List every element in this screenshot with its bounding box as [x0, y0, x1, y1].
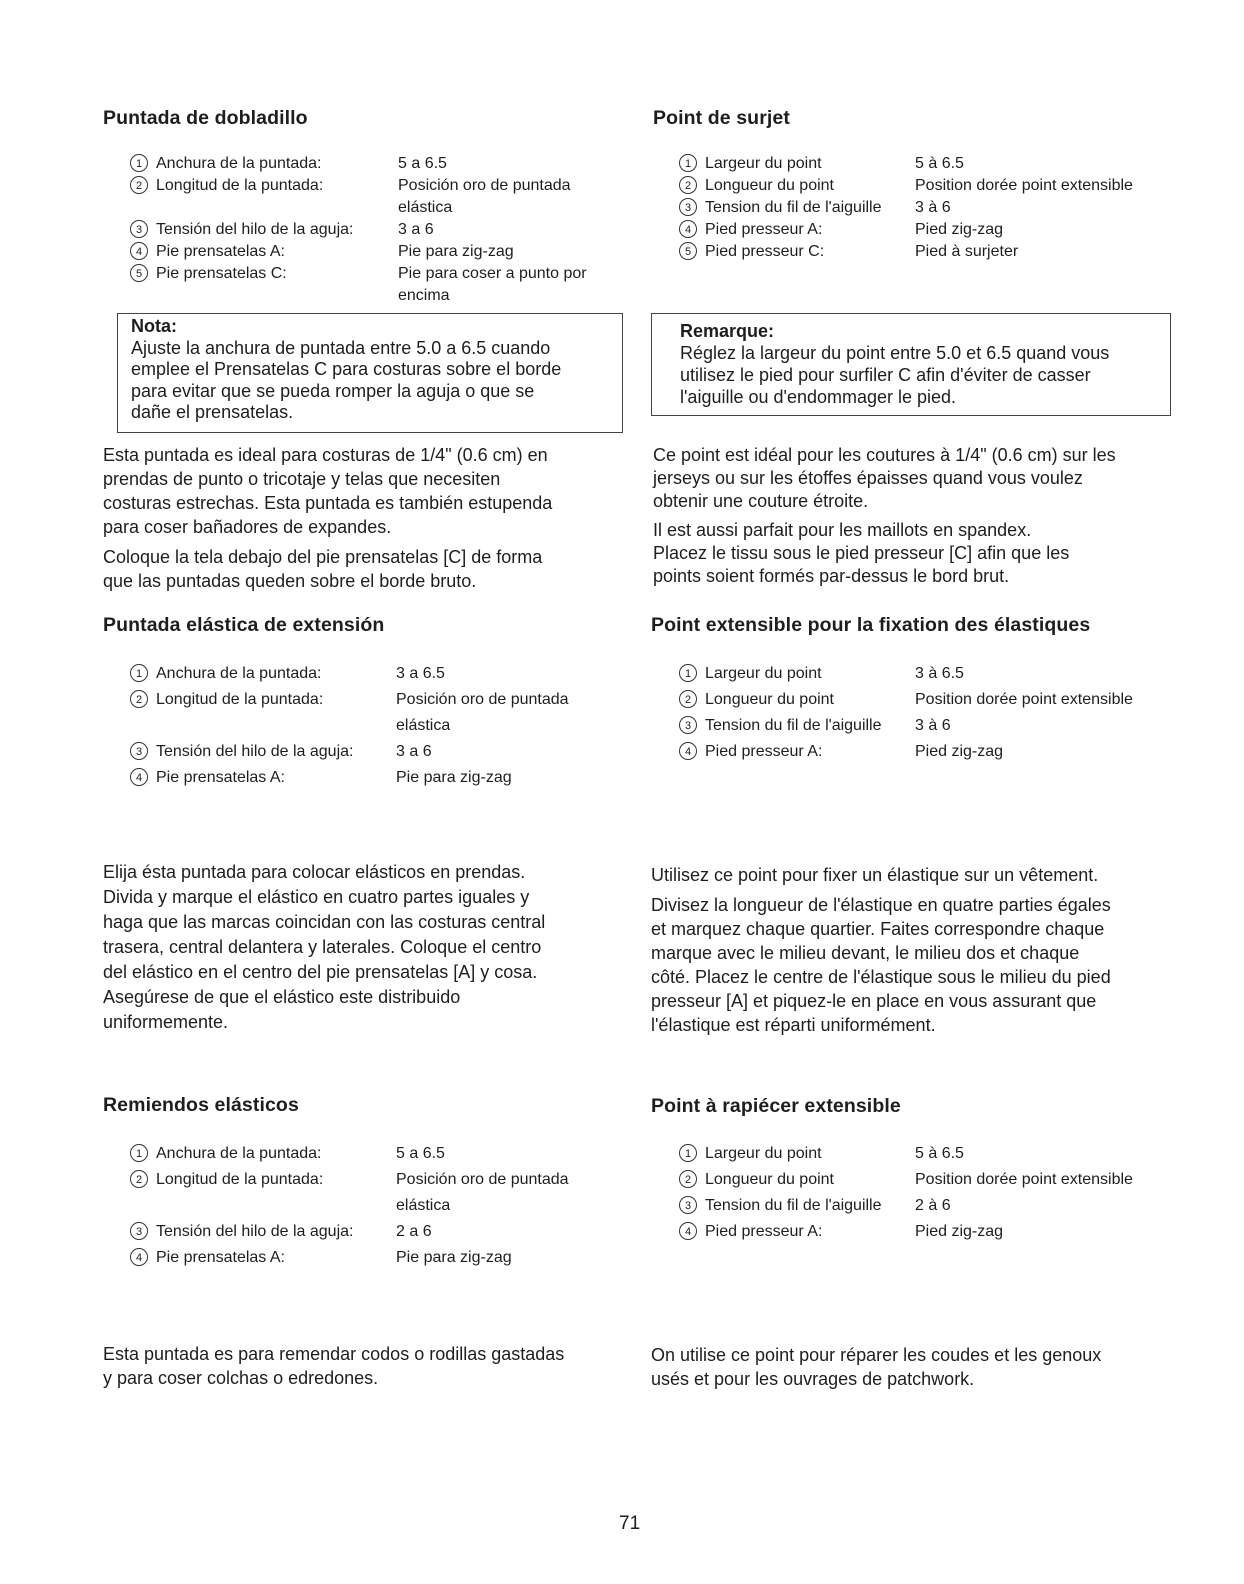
note-line: dañe el prensatelas.: [131, 402, 294, 422]
paragraph-line: points soient formés par-dessus le bord brut.: [653, 566, 1010, 586]
note-line: l'aiguille ou d'endommager le pied.: [680, 387, 957, 407]
setting-label: Tensión del hilo de la aguja:: [156, 743, 354, 760]
circled-number-icon: 5: [679, 242, 697, 260]
settings-list: [130, 661, 569, 791]
setting-label: Longitud de la puntada:: [156, 691, 324, 708]
setting-value-line: Position dorée point extensible: [915, 691, 1133, 708]
paragraph: [651, 1343, 1101, 1391]
paragraph: [103, 443, 552, 539]
settings-row: [130, 765, 512, 791]
section-heading: Puntada de dobladillo: [103, 107, 308, 129]
setting-value: [915, 713, 951, 739]
circled-number-icon: 2: [679, 176, 697, 194]
paragraph-line: Ce point est idéal pour les coutures à 1/4" (0.6 cm) sur les: [653, 445, 1116, 465]
note-box: [651, 313, 1171, 416]
circled-number-icon: 5: [130, 264, 148, 282]
paragraph-line: obtenir une couture étroite.: [653, 491, 869, 511]
setting-value-line: elástica: [396, 717, 451, 734]
paragraph: [653, 519, 1116, 588]
circled-number-icon: 1: [130, 664, 148, 682]
circled-number-icon: 1: [130, 154, 148, 172]
circled-number-icon: 3: [679, 716, 697, 734]
paragraph-line: prendas de punto o tricotaje y telas que necesiten: [103, 469, 501, 489]
section-heading: Point à rapiécer extensible: [651, 1095, 901, 1117]
setting-value-line: 2 à 6: [915, 1197, 951, 1214]
setting-value-line: Position dorée point extensible: [915, 1171, 1133, 1188]
paragraph-line: Esta puntada es para remendar codos o rodillas gastadas: [103, 1344, 565, 1364]
setting-value: [396, 1141, 445, 1167]
setting-value-line: 5 a 6.5: [396, 1145, 445, 1162]
note-box: [117, 313, 623, 433]
circled-number-icon: 1: [679, 154, 697, 172]
note-line: Réglez la largeur du point entre 5.0 et 6.5 quand vous: [680, 343, 1110, 363]
setting-value-line: Pie para coser a punto por: [398, 265, 587, 282]
paragraph-line: Coloque la tela debajo del pie prensatelas [C] de forma: [103, 547, 543, 567]
paragraph-line: del elástico en el centro del pie prensatelas [A] y cosa.: [103, 962, 538, 982]
setting-label: Anchura de la puntada:: [156, 1145, 322, 1162]
section-heading: Point de surjet: [653, 107, 790, 129]
description: [103, 860, 545, 1035]
setting-value-line: 3 a 6.5: [396, 665, 445, 682]
page-number: 71: [619, 1513, 641, 1534]
setting-value: [396, 1219, 432, 1245]
setting-value: [396, 1167, 569, 1219]
settings-row: [679, 241, 1019, 263]
circled-number-icon: 2: [130, 176, 148, 194]
description: [103, 1342, 564, 1390]
note-line: Ajuste la anchura de puntada entre 5.0 a 6.5 cuando: [131, 337, 551, 358]
circled-number-icon: 2: [679, 690, 697, 708]
setting-label: Tension du fil de l'aiguille: [705, 199, 882, 216]
setting-value: [398, 263, 587, 307]
note-line: para evitar que se pueda romper la aguja o que se: [131, 380, 535, 401]
setting-value: [915, 739, 1003, 765]
setting-value-line: 3 a 6: [396, 743, 432, 760]
circled-number-icon: 3: [130, 220, 148, 238]
setting-value: [915, 1167, 1133, 1193]
settings-row: [679, 1193, 951, 1219]
setting-value: [398, 175, 571, 219]
setting-label: Largeur du point: [705, 1145, 822, 1162]
setting-label: Tension du fil de l'aiguille: [705, 1197, 882, 1214]
setting-value: [915, 1219, 1003, 1245]
settings-row: [679, 661, 964, 687]
setting-value: [915, 241, 1018, 263]
paragraph-line: para coser bañadores de expandes.: [103, 517, 392, 537]
setting-label: Anchura de la puntada:: [156, 665, 322, 682]
setting-label: Pied presseur C:: [705, 243, 825, 260]
setting-value-line: Posición oro de puntada: [398, 177, 571, 194]
settings-row: [679, 219, 1004, 241]
settings-row: [679, 197, 951, 219]
paragraph-line: Divida y marque el elástico en cuatro partes iguales y: [103, 887, 530, 907]
setting-label: Tensión del hilo de la aguja:: [156, 1223, 354, 1240]
note-title: Remarque:: [680, 321, 775, 341]
setting-label: Longueur du point: [705, 691, 834, 708]
paragraph-line: Elija ésta puntada para colocar elásticos en prendas.: [103, 862, 526, 882]
settings-row: [679, 175, 1133, 197]
setting-label: Longitud de la puntada:: [156, 1171, 324, 1188]
settings-row: [130, 263, 587, 307]
paragraph-line: Esta puntada es ideal para costuras de 1/4" (0.6 cm) en: [103, 445, 548, 465]
settings-list: [130, 153, 587, 307]
paragraph-line: haga que las marcas coincidan con las costuras central: [103, 912, 546, 932]
settings-row: [679, 1141, 964, 1167]
setting-value: [396, 1245, 512, 1271]
circled-number-icon: 1: [130, 1144, 148, 1162]
settings-row: [130, 687, 569, 739]
paragraph: [103, 545, 552, 593]
settings-row: [130, 1245, 512, 1271]
setting-label: Pie prensatelas A:: [156, 1249, 285, 1266]
setting-value: [398, 153, 447, 175]
settings-row: [679, 1167, 1133, 1193]
setting-value: [915, 687, 1133, 713]
paragraph: [653, 444, 1116, 513]
setting-value: [915, 153, 964, 175]
setting-value-line: 3 à 6: [915, 199, 951, 216]
setting-value-line: encima: [398, 287, 450, 304]
setting-label: Pie prensatelas C:: [156, 265, 287, 282]
setting-value-line: Pied zig-zag: [915, 221, 1004, 238]
setting-label: Pied presseur A:: [705, 743, 823, 760]
settings-list: [679, 661, 1133, 765]
circled-number-icon: 3: [679, 1196, 697, 1214]
paragraph-line: Asegúrese de que el elástico este distribuido: [103, 987, 461, 1007]
description: [651, 863, 1111, 1037]
setting-value-line: 5 à 6.5: [915, 1145, 964, 1162]
setting-label: Pied presseur A:: [705, 221, 823, 238]
settings-row: [679, 1219, 1004, 1245]
circled-number-icon: 2: [130, 690, 148, 708]
settings-list: [679, 153, 1133, 263]
settings-row: [130, 1141, 445, 1167]
setting-value-line: 5 a 6.5: [398, 155, 447, 172]
circled-number-icon: 2: [679, 1170, 697, 1188]
setting-value-line: elástica: [398, 199, 453, 216]
setting-value: [915, 1193, 951, 1219]
paragraph-line: côté. Placez le centre de l'élastique sous le milieu du pied: [651, 967, 1111, 987]
settings-row: [130, 739, 432, 765]
settings-row: [679, 687, 1133, 713]
setting-label: Pied presseur A:: [705, 1223, 823, 1240]
note-line: emplee el Prensatelas C para costuras sobre el borde: [131, 359, 562, 379]
paragraph-line: uniformemente.: [103, 1012, 229, 1032]
paragraph-line: Il est aussi parfait pour les maillots en spandex.: [653, 520, 1032, 540]
setting-value-line: elástica: [396, 1197, 451, 1214]
setting-value: [398, 219, 434, 241]
paragraph-line: costuras estrechas. Esta puntada es también estupenda: [103, 493, 553, 513]
setting-value: [915, 197, 951, 219]
setting-value-line: 3 à 6.5: [915, 665, 964, 682]
settings-row: [130, 175, 571, 219]
note-title: Nota:: [131, 316, 177, 336]
circled-number-icon: 1: [679, 664, 697, 682]
setting-value-line: Pie para zig-zag: [396, 769, 512, 786]
settings-row: [130, 1219, 432, 1245]
paragraph-line: jerseys ou sur les étoffes épaisses quand vous voulez: [653, 468, 1083, 488]
setting-label: Tension du fil de l'aiguille: [705, 717, 882, 734]
setting-label: Pie prensatelas A:: [156, 243, 285, 260]
section-heading: Remiendos elásticos: [103, 1094, 299, 1116]
setting-value: [398, 241, 514, 263]
setting-value-line: 3 à 6: [915, 717, 951, 734]
paragraph: [103, 860, 545, 1035]
setting-label: Longueur du point: [705, 177, 834, 194]
section-heading: Puntada elástica de extensión: [103, 614, 385, 636]
paragraph-line: y para coser colchas o edredones.: [103, 1368, 379, 1388]
setting-label: Anchura de la puntada:: [156, 155, 322, 172]
settings-row: [130, 219, 434, 241]
paragraph-line: Utilisez ce point pour fixer un élastique sur un vêtement.: [651, 865, 1099, 885]
setting-value: [915, 661, 964, 687]
paragraph-line: On utilise ce point pour réparer les coudes et les genoux: [651, 1345, 1102, 1365]
circled-number-icon: 3: [130, 1222, 148, 1240]
settings-row: [679, 739, 1004, 765]
setting-value-line: Pie para zig-zag: [396, 1249, 512, 1266]
setting-value-line: 2 a 6: [396, 1223, 432, 1240]
description: [653, 444, 1116, 588]
setting-label: Pie prensatelas A:: [156, 769, 285, 786]
circled-number-icon: 3: [679, 198, 697, 216]
note-line: utilisez le pied pour surfiler C afin d'éviter de casser: [680, 365, 1091, 385]
paragraph-line: presseur [A] et piquez-le en place en vous assurant que: [651, 991, 1097, 1011]
setting-value: [915, 1141, 964, 1167]
setting-label: Largeur du point: [705, 155, 822, 172]
paragraph-line: trasera, central delantera y laterales. Coloque el centro: [103, 937, 542, 957]
paragraph-line: usés et pour les ouvrages de patchwork.: [651, 1369, 975, 1389]
settings-row: [679, 153, 964, 175]
settings-row: [679, 713, 951, 739]
settings-row: [130, 241, 514, 263]
setting-value-line: Posición oro de puntada: [396, 691, 569, 708]
circled-number-icon: 4: [130, 242, 148, 260]
circled-number-icon: 4: [679, 220, 697, 238]
settings-list: [130, 1141, 569, 1271]
description: [103, 443, 552, 593]
setting-label: Longueur du point: [705, 1171, 834, 1188]
settings-row: [130, 661, 445, 687]
description: [651, 1343, 1101, 1391]
setting-value-line: Pie para zig-zag: [398, 243, 514, 260]
setting-value-line: 3 a 6: [398, 221, 434, 238]
settings-list: [679, 1141, 1133, 1245]
setting-value-line: Pied zig-zag: [915, 743, 1004, 760]
setting-value-line: Posición oro de puntada: [396, 1171, 569, 1188]
paragraph: [651, 893, 1111, 1037]
setting-value: [915, 175, 1133, 197]
section-heading: Point extensible pour la fixation des élastiques: [651, 614, 1091, 636]
settings-row: [130, 1167, 569, 1219]
setting-value-line: Position dorée point extensible: [915, 177, 1133, 194]
paragraph-line: que las puntadas queden sobre el borde bruto.: [103, 571, 477, 591]
setting-label: Longitud de la puntada:: [156, 177, 324, 194]
setting-label: Largeur du point: [705, 665, 822, 682]
paragraph-line: marque avec le milieu devant, le milieu dos et chaque: [651, 943, 1080, 963]
setting-value-line: 5 à 6.5: [915, 155, 964, 172]
setting-value: [396, 739, 432, 765]
setting-value: [396, 765, 512, 791]
circled-number-icon: 4: [679, 1222, 697, 1240]
paragraph-line: et marquez chaque quartier. Faites correspondre chaque: [651, 919, 1105, 939]
paragraph-line: l'élastique est réparti uniformément.: [651, 1015, 936, 1035]
setting-value: [915, 219, 1003, 241]
circled-number-icon: 4: [679, 742, 697, 760]
circled-number-icon: 2: [130, 1170, 148, 1188]
setting-label: Tensión del hilo de la aguja:: [156, 221, 354, 238]
paragraph-line: Divisez la longueur de l'élastique en quatre parties égales: [651, 895, 1111, 915]
paragraph-line: Placez le tissu sous le pied presseur [C] afin que les: [653, 543, 1070, 563]
paragraph: [651, 863, 1111, 887]
circled-number-icon: 3: [130, 742, 148, 760]
circled-number-icon: 1: [679, 1144, 697, 1162]
setting-value-line: Pied zig-zag: [915, 1223, 1004, 1240]
settings-row: [130, 153, 447, 175]
setting-value: [396, 687, 569, 739]
circled-number-icon: 4: [130, 768, 148, 786]
setting-value: [396, 661, 445, 687]
setting-value-line: Pied à surjeter: [915, 243, 1019, 260]
paragraph: [103, 1342, 564, 1390]
circled-number-icon: 4: [130, 1248, 148, 1266]
